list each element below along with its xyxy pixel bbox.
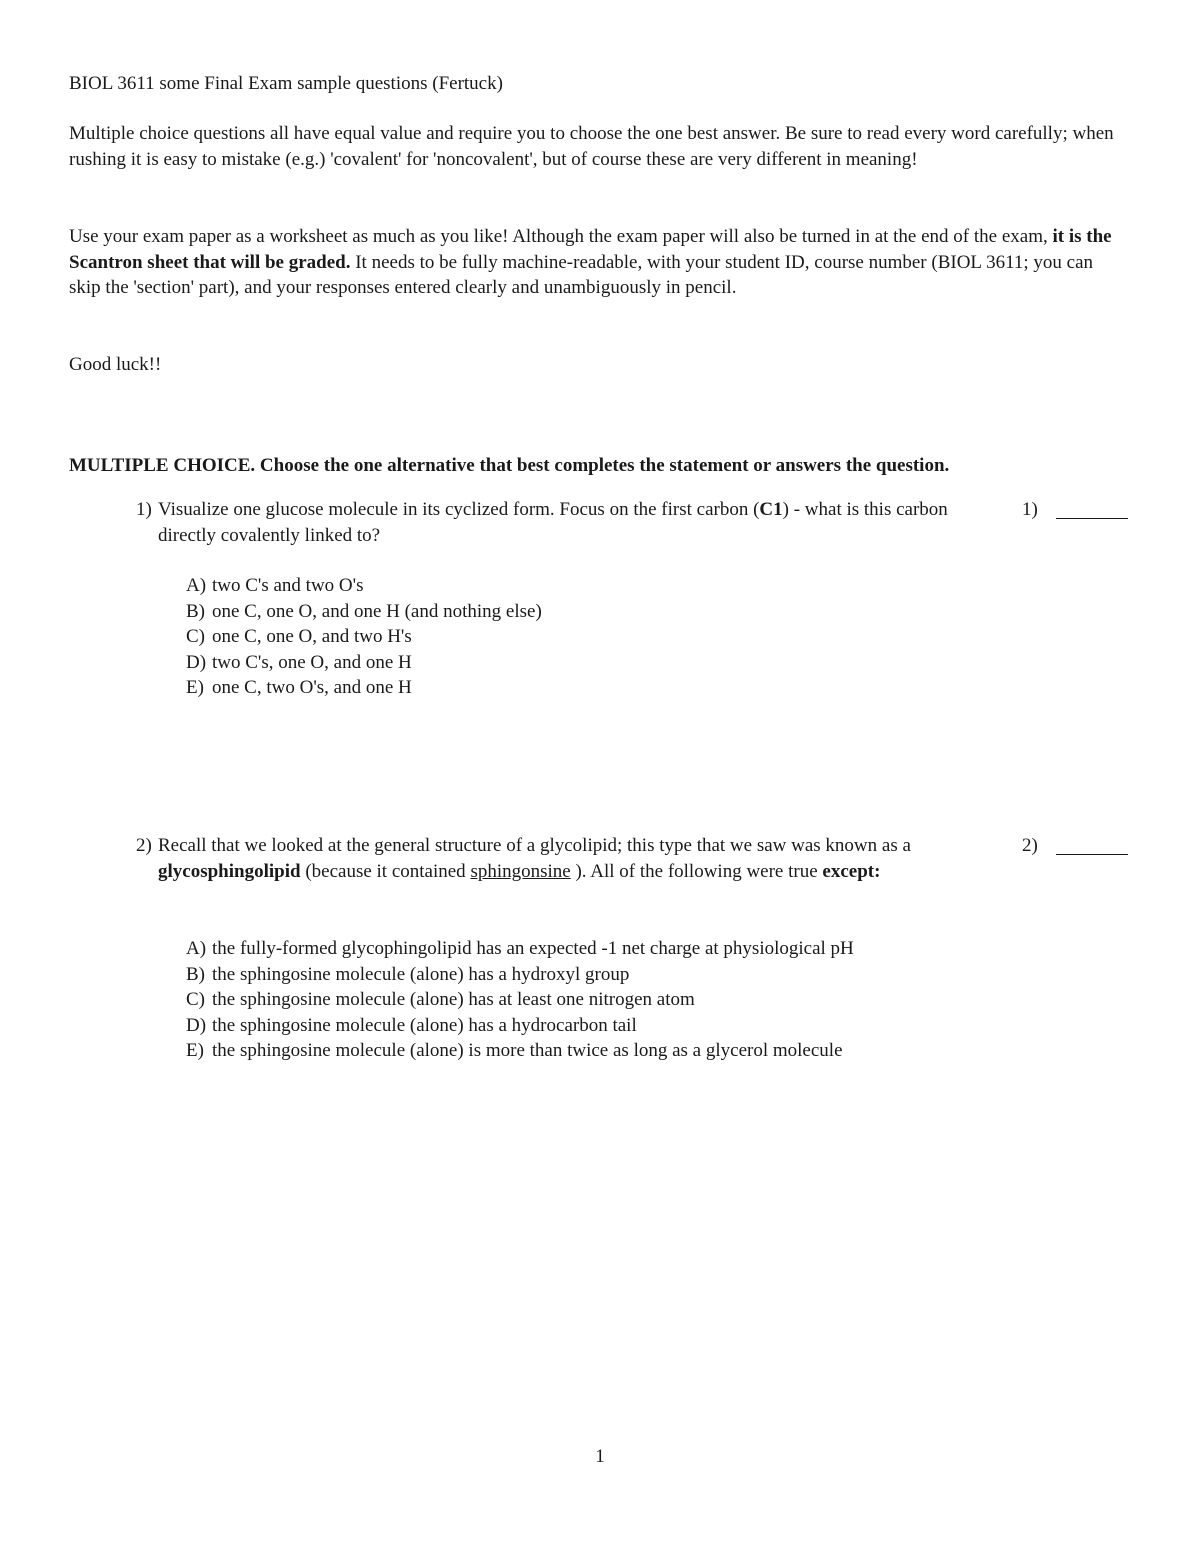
scantron-text-post: It needs to be fully machine-readable, with your student ID, course number (BIOL 3611; you can skip the 'section' part), and your responses entered clearly and unambiguously in pencil. — [69, 251, 1094, 298]
option-d — [186, 1013, 1086, 1039]
option-text: the sphingosine molecule (alone) is more than twice as long as a glycerol molecule — [212, 1040, 843, 1061]
option-text: two C's and two O's — [212, 575, 364, 596]
question-2-options — [186, 936, 1086, 1064]
option-letter: E) — [186, 677, 204, 698]
option-b — [186, 599, 1086, 625]
option-e — [186, 675, 1086, 701]
option-d — [186, 650, 1086, 676]
option-text: two C's, one O, and one H — [212, 651, 412, 673]
answer-label: 1) — [1022, 499, 1038, 520]
question-text-mid: (because it contained — [300, 860, 471, 882]
question-text-post: ). All of the following were true — [570, 860, 823, 882]
question-text-pre: Recall that we looked at the general structure of a glycolipid; this type that we saw was known as a — [158, 835, 911, 856]
question-number: 2) — [136, 835, 152, 856]
answer-line — [1056, 854, 1128, 855]
option-text: the sphingosine molecule (alone) has at least one nitrogen atom — [212, 989, 695, 1010]
scantron-text-pre: Use your exam paper as a worksheet as much as you like! Although the exam paper will also be turned in at the end of the exam, — [69, 226, 1053, 247]
option-letter: A) — [186, 938, 207, 959]
option-text: the sphingosine molecule (alone) has a hydroxyl group — [212, 963, 630, 985]
option-letter: C) — [186, 989, 205, 1010]
question-text-pre: Visualize one glucose molecule in its cyclized form. Focus on the first carbon ( — [158, 499, 760, 520]
question-emphasis: C1 — [759, 499, 783, 520]
question-1-options — [186, 573, 1086, 701]
option-c — [186, 624, 1086, 650]
option-e — [186, 1038, 1086, 1064]
option-letter: C) — [186, 626, 205, 647]
scantron-paragraph — [69, 224, 1129, 301]
option-c — [186, 987, 1086, 1013]
question-text — [158, 833, 996, 884]
option-a — [186, 573, 1086, 599]
option-letter: D) — [186, 1014, 207, 1036]
scantron-emphasis: it is the Scantron sheet that will be graded. — [69, 226, 1112, 273]
question-text-post: ) - what is this carbon directly covalently linked to? — [158, 499, 948, 546]
option-letter: B) — [186, 600, 205, 622]
question-number: 1) — [136, 499, 152, 520]
answer-line — [1056, 518, 1128, 519]
answer-label: 2) — [1022, 835, 1038, 856]
option-a — [186, 936, 1086, 962]
option-letter: E) — [186, 1040, 204, 1061]
option-letter: B) — [186, 963, 205, 985]
option-text: the sphingosine molecule (alone) has a hydrocarbon tail — [212, 1014, 637, 1036]
option-b — [186, 962, 1086, 988]
instructions-paragraph: Multiple choice questions all have equal value and require you to choose the one best answer. Be sure to read every word carefully; when rushing it is easy to mistake (e.g.) 'covalent' for 'noncovalent', but of course these are very different in meaning! — [69, 123, 1114, 170]
option-letter: A) — [186, 575, 207, 596]
good-luck-text: Good luck!! — [69, 354, 162, 375]
question-2 — [136, 833, 996, 884]
document-title: BIOL 3611 some Final Exam sample questions (Fertuck) — [69, 73, 503, 94]
question-except: except: — [822, 860, 881, 882]
option-text: one C, one O, and one H (and nothing else) — [212, 600, 542, 622]
option-text: one C, one O, and two H's — [212, 626, 412, 647]
option-letter: D) — [186, 651, 207, 673]
question-emphasis: glycosphingolipid — [158, 860, 301, 882]
section-heading: MULTIPLE CHOICE. Choose the one alternative that best completes the statement or answers the question. — [69, 455, 950, 476]
question-text — [158, 497, 996, 548]
question-1 — [136, 497, 996, 548]
option-text: one C, two O's, and one H — [212, 677, 412, 698]
question-underlined-term: sphingonsine — [470, 860, 571, 882]
page-number: 1 — [595, 1446, 605, 1467]
option-text: the fully-formed glycophingolipid has an expected -1 net charge at physiological pH — [212, 938, 854, 959]
